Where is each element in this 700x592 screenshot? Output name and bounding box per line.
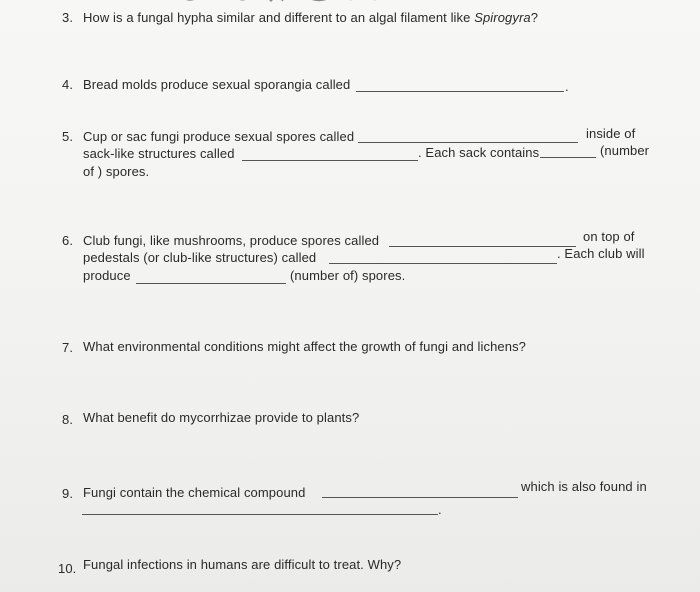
q7-number: 7. (62, 340, 74, 355)
q5-line2-mid: . Each sack contains (418, 145, 540, 160)
q9-continuation-blank[interactable] (82, 514, 438, 515)
q5-spores-blank[interactable] (358, 142, 578, 143)
q4-period: . (565, 79, 569, 94)
q6-line1: Club fungi, like mushrooms, produce spores called (83, 233, 380, 248)
q3-italic-term: Spirogyra (474, 10, 531, 25)
q3-text: How is a fungal hypha similar and different to an algal filament like Spirogyra? (83, 10, 539, 25)
q6-number: 6. (62, 233, 74, 248)
q5-number-blank[interactable] (540, 157, 596, 158)
q6-line2: pedestals (or club-like structures) called (83, 250, 317, 265)
q4-answer-blank[interactable] (356, 91, 564, 92)
q7-text: What environmental conditions might affect the growth of fungi and lichens? (83, 339, 527, 354)
q9-number: 9. (62, 486, 74, 501)
q9-compound-blank[interactable] (322, 497, 518, 498)
q5-line2-right: (number (600, 143, 650, 158)
q5-line1-right: inside of (586, 126, 636, 141)
q4-number: 4. (62, 77, 74, 92)
q6-structures-blank[interactable] (329, 263, 557, 264)
q6-line1-right: on top of (583, 229, 635, 244)
q6-spores-blank[interactable] (389, 246, 576, 247)
q3-number: 3. (62, 10, 74, 25)
q9-text: Fungi contain the chemical compound (83, 485, 306, 500)
q5-structures-blank[interactable] (242, 160, 418, 161)
q9-right: which is also found in (521, 479, 647, 494)
q6-line2-right: . Each club will (557, 246, 645, 261)
q9-period: . (438, 502, 442, 517)
q6-line3-mid: (number of) spores. (290, 268, 406, 283)
q8-text: What benefit do mycorrhizae provide to plants? (83, 410, 360, 425)
q4-text: Bread molds produce sexual sporangia called (83, 77, 351, 92)
q5-number: 5. (62, 129, 74, 144)
q10-number: 10. (58, 561, 77, 576)
q8-number: 8. (62, 412, 74, 427)
q6-line3: produce (83, 268, 131, 283)
q5-line3: of ) spores. (83, 164, 150, 179)
q10-text: Fungal infections in humans are difficult to treat. Why? (83, 557, 402, 572)
q5-line2: sack-like structures called (83, 146, 235, 161)
q6-number-blank[interactable] (136, 283, 286, 284)
q5-line1: Cup or sac fungi produce sexual spores called (83, 129, 355, 144)
